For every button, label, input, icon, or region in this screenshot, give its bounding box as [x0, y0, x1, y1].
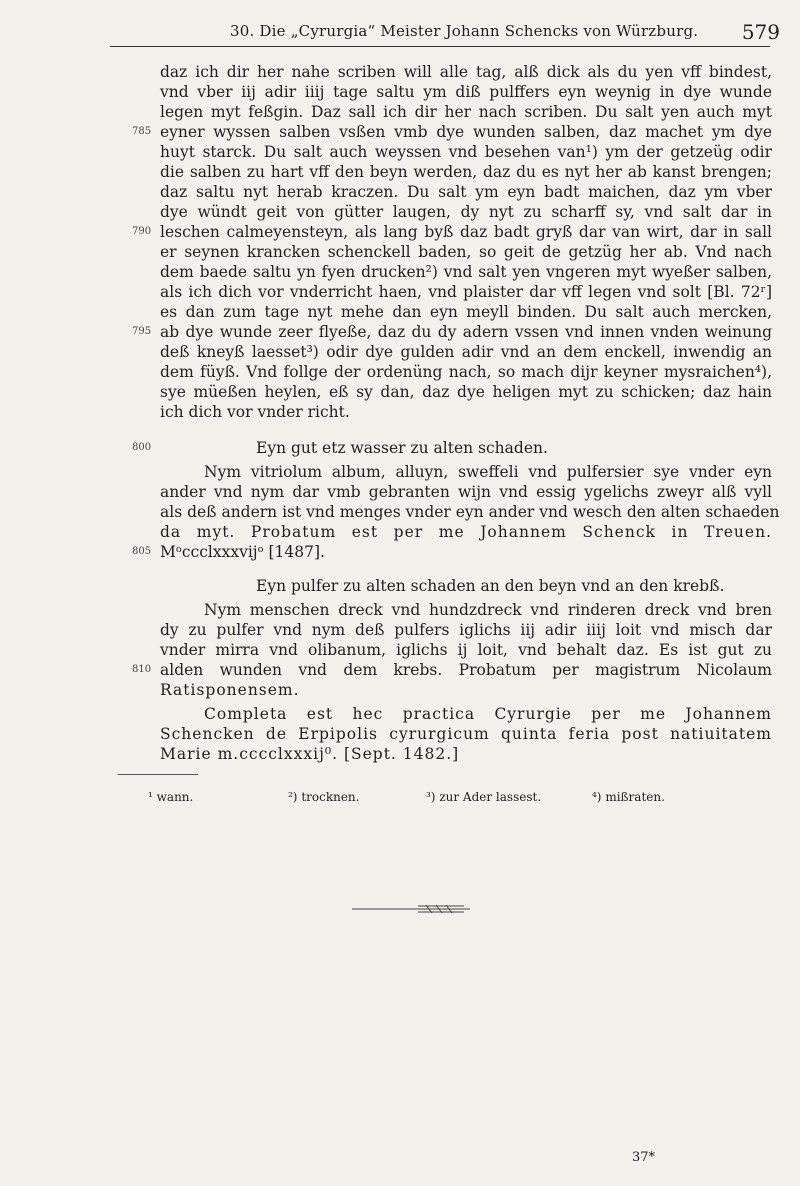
text-line: die salben zu hart vff den beyn werden, daz du es nyt her ab kanst brengen; — [160, 163, 772, 181]
line-number: 795 — [132, 326, 152, 337]
footnote-marker: ¹ — [148, 790, 153, 804]
text-line: als ich dich vor vnderricht haen, vnd plaister dar vff legen vnd solt [Bl. 72ʳ] — [160, 283, 772, 301]
text-line: ab dye wunde zeer flyeße, daz du dy adern vssen vnd innen vnden weinung — [160, 323, 772, 341]
text-line: da myt. Probatum est per me Johannem Schenck in Treuen. — [160, 523, 772, 541]
text-line: Nym menschen dreck vnd hundzdreck vnd rinderen dreck vnd bren — [204, 601, 772, 619]
text-line: alden wunden vnd dem krebs. Probatum per magistrum Nicolaum — [160, 661, 772, 679]
line-number: 810 — [132, 664, 152, 675]
text-line: ich dich vor vnder richt. — [160, 403, 350, 421]
end-ornament — [352, 902, 470, 916]
footnote-marker: ²) — [288, 790, 298, 804]
text-line: Ratisponensem. — [160, 681, 300, 699]
footnote-text: trocknen. — [301, 790, 360, 804]
text-line: legen myt feßgin. Daz sall ich dir her nach scriben. Du salt yen auch myt — [160, 103, 772, 121]
text-line: Mᵒccclxxxvijᵒ [1487]. — [160, 543, 325, 561]
text-line: dem baede saltu yn fyen drucken²) vnd salt yen vngeren myt wyeßer salben, — [160, 263, 772, 281]
header-rule — [110, 46, 770, 47]
footnote-rule — [118, 774, 198, 775]
footnote — [592, 790, 665, 804]
text-line: daz ich dir her nahe scriben will alle tag, alß dick als du yen vff bindest, — [160, 63, 772, 81]
line-number: 785 — [132, 126, 152, 137]
text-line: Nym vitriolum album, alluyn, sweffeli vnd pulfersier sye vnder eyn — [204, 463, 772, 481]
text-line: daz saltu nyt herab kraczen. Du salt ym eyn badt maichen, daz ym vber — [160, 183, 772, 201]
text-line: huyt starck. Du salt auch weyssen vnd besehen van¹) ym der getzeüg odir — [160, 143, 772, 161]
text-line: Eyn pulfer zu alten schaden an den beyn vnd an den krebß. — [256, 577, 725, 595]
line-number: 805 — [132, 546, 152, 557]
text-line: dy zu pulfer vnd nym deß pulfers iglichs iij adir iiij loit vnd misch dar — [160, 621, 772, 639]
text-line: eyner wyssen salben vsßen vmb dye wunden salben, daz machet ym dye — [160, 123, 772, 141]
text-line: dem füyß. Vnd follge der ordenüng nach, so mach dijr keyner mysraichen⁴), — [160, 363, 772, 381]
signature-mark: 37* — [632, 1150, 656, 1165]
footnote — [426, 790, 541, 804]
running-header — [110, 20, 780, 48]
text-line: es dan zum tage nyt mehe dan eyn meyll binden. Du salt auch mercken, — [160, 303, 772, 321]
line-number: 800 — [132, 442, 152, 453]
header-title: 30. Die „Cyrurgia“ Meister Johann Schencks von Würzburg. — [230, 22, 699, 40]
text-line: sye müeßen heylen, eß sy dan, daz dye heligen myt zu schicken; daz hain — [160, 383, 772, 401]
footnote-text: zur Ader lassest. — [439, 790, 542, 804]
text-line: Schencken de Erpipolis cyrurgicum quinta feria post natiuitatem — [160, 725, 772, 743]
line-number: 790 — [132, 226, 152, 237]
text-line: deß kneyß laesset³) odir dye gulden adir vnd an dem enckell, inwendig an — [160, 343, 772, 361]
text-line: er seynen krancken schenckell baden, so geit de getzüg her ab. Vnd nach — [160, 243, 772, 261]
text-line: Completa est hec practica Cyrurgie per me Johannem — [204, 705, 772, 723]
text-line: vnder mirra vnd olibanum, iglichs ij loit, vnd behalt daz. Es ist gut zu — [160, 641, 772, 659]
text-line: dye wündt geit von gütter laugen, dy nyt zu scharff sy, vnd salt dar in — [160, 203, 772, 221]
page-number: 579 — [741, 20, 780, 44]
footnote-text: wann. — [156, 790, 194, 804]
text-line: ander vnd nym dar vmb gebranten wijn vnd essig ygelichs zweyr alß vyll — [160, 483, 772, 501]
footnote-text: mißraten. — [605, 790, 665, 804]
footnote-marker: ⁴) — [592, 790, 602, 804]
text-line: vnd vber iij adir iiij tage saltu ym diß pulffers eyn weynig in dye wunde — [160, 83, 772, 101]
text-line: Eyn gut etz wasser zu alten schaden. — [256, 439, 548, 457]
footnote-marker: ³) — [426, 790, 436, 804]
footnote — [148, 790, 193, 804]
text-line: als deß andern ist vnd menges vnder eyn ander vnd wesch den alten schaeden — [160, 503, 780, 521]
text-line: Marie m.cccclxxxij⁰. [Sept. 1482.] — [160, 745, 460, 763]
footnote — [288, 790, 359, 804]
text-line: leschen calmeyensteyn, als lang byß daz badt gryß dar van wirt, dar in sall — [160, 223, 772, 241]
